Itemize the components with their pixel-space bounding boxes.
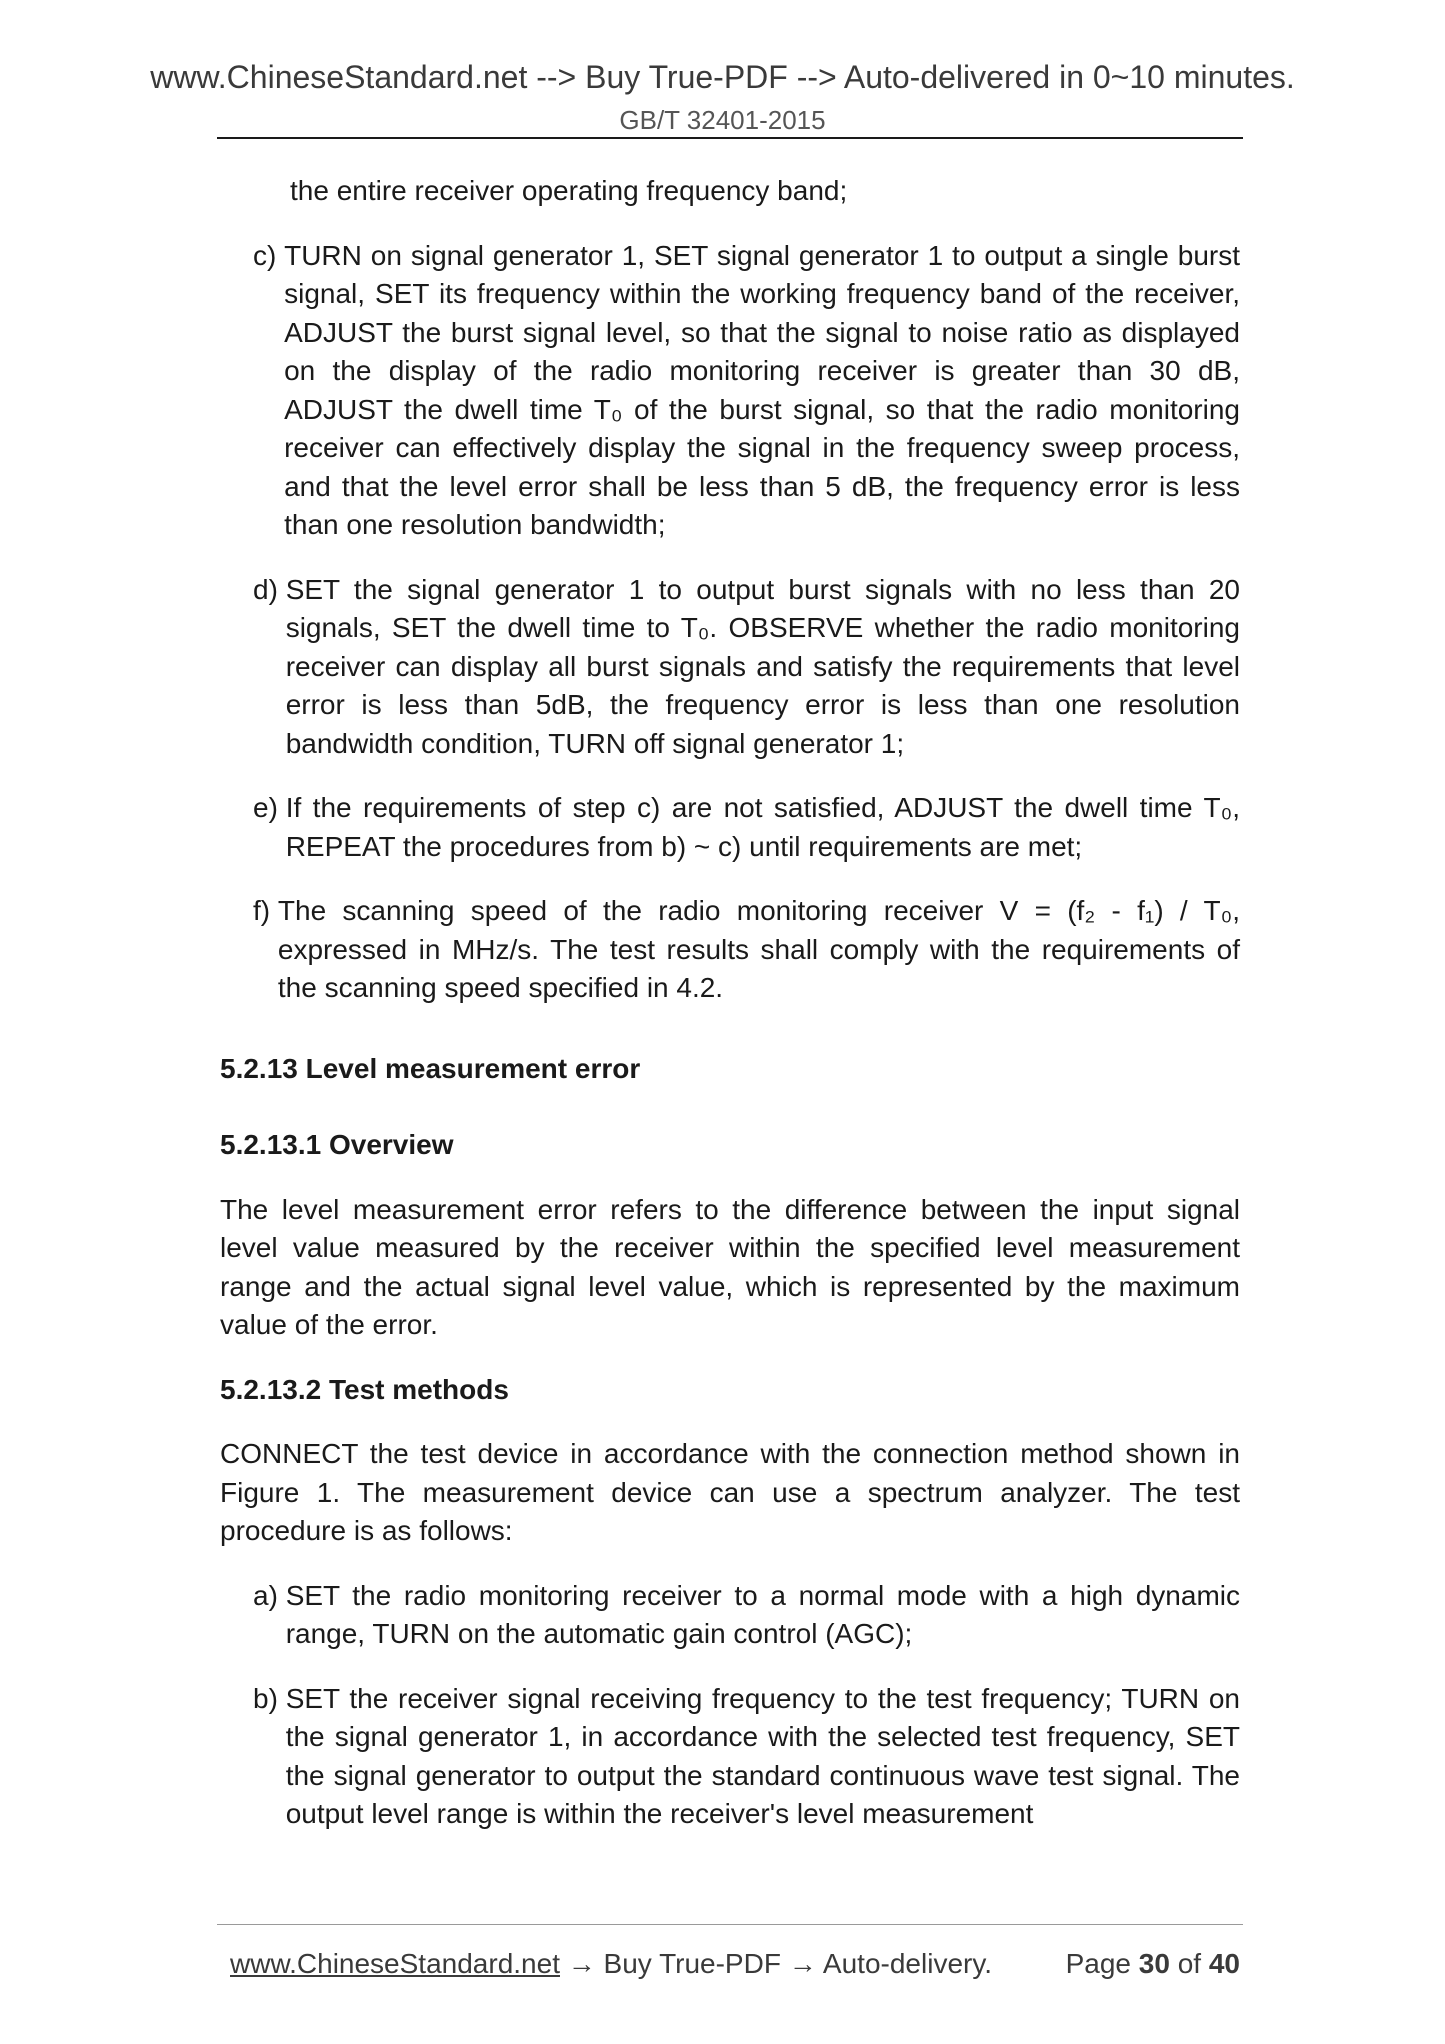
footer-promo: [230, 1946, 992, 1982]
list-label: a): [253, 1579, 278, 1611]
section-heading: 5.2.13 Level measurement error: [220, 1052, 641, 1084]
test-methods-heading: 5.2.13.2 Test methods: [220, 1373, 509, 1405]
overview-paragraph: The level measurement error refers to the difference between the input signal level value measured by the receiver within the specified level measurement range and the actual signal level value, which is represented by the maximum value of the error.: [220, 1193, 1240, 1340]
test-methods-paragraph: CONNECT the test device in accordance with the connection method shown in Figure 1. The measurement device can use a spectrum analyzer. The test procedure is as follows:: [220, 1438, 1240, 1546]
list-label: d): [253, 573, 278, 605]
list-label: e): [253, 792, 278, 823]
footer-rule: [217, 1924, 1243, 1925]
list-label: b): [253, 1682, 278, 1714]
page-banner: www.ChineseStandard.net --> Buy True-PDF --> Auto-delivered in 0~10 minutes.: [150, 59, 1295, 95]
list-text: SET the receiver signal receiving frequency to the test frequency; TURN on the signal generator 1, in accordance with the selected test frequency, SET the signal generator to output the standard continuous wave test signal. The output level range is within the receiver's level measurement: [285, 1682, 1240, 1829]
list-text: SET the signal generator 1 to output burst signals with no less than 20 signals, SET the dwell time to T₀. OBSERVE whether the radio monitoring receiver can display all burst signals and satisfy the requirements that level error is less than 5dB, the frequency error is less than one resolution bandwidth condition, TURN off signal generator 1;: [285, 573, 1240, 759]
footer-site-link[interactable]: www.ChineseStandard.net: [230, 1948, 560, 1979]
page-number: [1066, 1946, 1240, 1982]
document-body: [220, 172, 1240, 1860]
list-item-a: [253, 1577, 1240, 1654]
header-rule: [217, 137, 1243, 139]
list-label: c): [253, 239, 277, 271]
continuation-line: the entire receiver operating frequency band;: [290, 175, 848, 206]
list-item-f: [253, 892, 1240, 1008]
list-item-c: [253, 237, 1240, 545]
list-label: f): [253, 895, 271, 926]
document-code: GB/T 32401-2015: [619, 105, 826, 135]
page-word: Page: [1065, 1948, 1131, 1979]
list-item-b: [253, 1680, 1240, 1834]
footer-promo-text: → Buy True-PDF → Auto-delivery.: [559, 1948, 993, 1979]
list-text: TURN on signal generator 1, SET signal generator 1 to output a single burst signal, SET its frequency within the working frequency band of the receiver, ADJUST the burst signal level, so that the signal to noise ratio as displayed on the display of the radio monitoring receiver is greater than 30 dB, ADJUST the dwell time T₀ of the burst signal, so that the radio monitoring receiver can effectively display the signal in the frequency sweep process, and that the level error shall be less than 5 dB, the frequency error is less than one resolution bandwidth;: [284, 239, 1240, 540]
of-word: of: [1177, 1948, 1202, 1979]
overview-heading: 5.2.13.1 Overview: [220, 1129, 454, 1160]
total-pages: 40: [1208, 1948, 1240, 1979]
list-item-d: [253, 571, 1240, 764]
list-text: SET the radio monitoring receiver to a normal mode with a high dynamic range, TURN on the automatic gain control (AGC);: [285, 1579, 1240, 1649]
list-text: The scanning speed of the radio monitoring receiver V = (f₂ - f₁) / T₀, expressed in MHz/s. The test results shall comply with the requirements of the scanning speed specified in 4.2.: [277, 895, 1240, 1003]
list-text: If the requirements of step c) are not satisfied, ADJUST the dwell time T₀, REPEAT the procedures from b) ~ c) until requirements are met;: [285, 792, 1240, 862]
current-page: 30: [1138, 1948, 1170, 1979]
list-item-e: [253, 789, 1240, 866]
